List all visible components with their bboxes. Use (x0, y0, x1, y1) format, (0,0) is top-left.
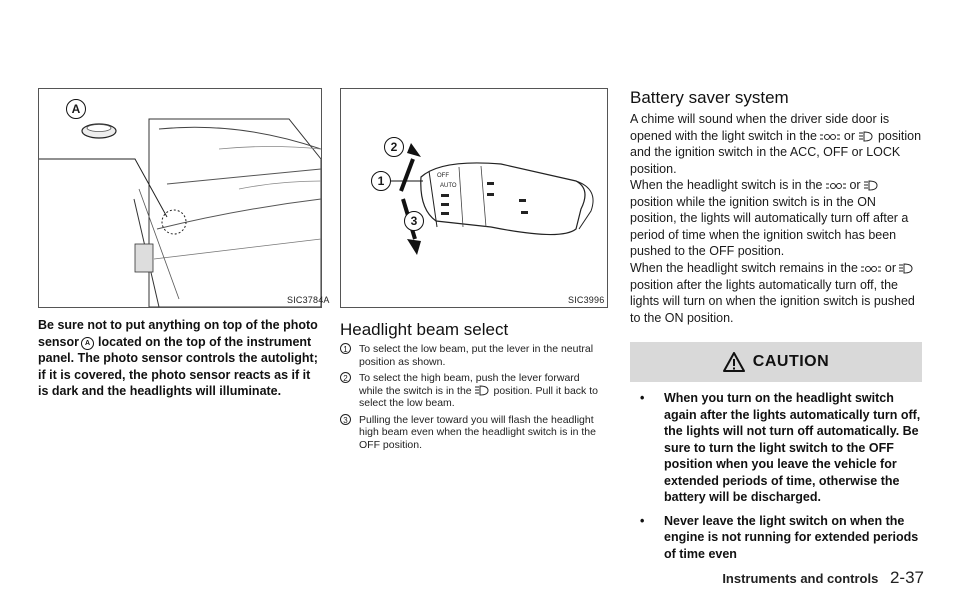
beam-select-steps (340, 343, 606, 455)
step-item (340, 372, 606, 410)
figure-caption: SIC3996 (568, 295, 605, 305)
step-number: 1 (340, 343, 351, 354)
marker-3: 3 (404, 211, 424, 231)
marker-2: 2 (384, 137, 404, 157)
step-number: 3 (340, 414, 351, 425)
off-label: OFF (437, 173, 449, 179)
parking-light-icon (820, 132, 840, 142)
step-number: 2 (340, 372, 351, 383)
parking-light-icon (861, 264, 881, 274)
battery-saver-para-2: When the headlight switch is in the or position while the ignition switch is in the ON position, the lights will automatically turn off after a period of time when the ignition switch has been pushed to the OFF position. (630, 178, 909, 258)
parking-light-icon (826, 181, 846, 191)
lever-figure (340, 88, 608, 308)
lever-illustration (341, 89, 607, 307)
page-footer (722, 568, 924, 588)
marker-1: 1 (371, 171, 391, 191)
headlight-icon (899, 263, 915, 274)
headlight-icon (475, 385, 491, 396)
beam-select-heading: Headlight beam select (340, 320, 509, 339)
marker-a-inline: A (81, 337, 94, 350)
step-text: Pulling the lever toward you will flash the headlight high beam even when the headlight switch is in the OFF position. (359, 413, 596, 451)
battery-saver-heading: Battery saver system (630, 88, 789, 107)
step-text: To select the high beam, push the lever forward while the switch is in the position. Pull it back to select the low beam. (359, 372, 598, 409)
battery-saver-para-1: A chime will sound when the driver side door is opened with the light switch in the or position and the ignition switch in the ACC, OFF or LOCK position. (630, 112, 922, 176)
warning-triangle-icon (723, 352, 745, 372)
caution-list (640, 390, 922, 569)
caution-title: CAUTION (752, 353, 830, 370)
auto-label: AUTO (440, 183, 457, 189)
headlight-icon (859, 131, 875, 142)
bullet: • (640, 513, 645, 528)
page-number: 2-37 (889, 568, 924, 587)
headlight-icon (864, 180, 880, 191)
figure-caption: SIC3784A (287, 295, 330, 305)
caution-text: Never leave the light switch on when the engine is not running for extended periods of time even (664, 513, 919, 561)
step-text: To select the low beam, put the lever in the neutral position as shown. (359, 343, 594, 368)
caution-text: When you turn on the headlight switch again after the lights automatically turn off, the lights will not turn off automatically. Be sure to turn the light switch to the OFF position when you leave the vehicle for extended periods of time, otherwise the battery will be discharged. (664, 391, 921, 504)
battery-saver-para-3: When the headlight switch remains in the or position after the lights automatically turn off, the lights will turn on when the ignition switch is pushed to the ON position. (630, 261, 915, 325)
marker-a: A (66, 99, 86, 119)
step-item (340, 343, 606, 368)
caution-banner (630, 342, 922, 382)
caution-item (640, 513, 922, 563)
photo-sensor-warning: Be sure not to put anything on top of the photo sensor A located on the top of the instrument panel. The photo sensor controls the autolight; if it is covered, the photo sensor reacts as if it is dark and the headlights will illuminate. (38, 318, 318, 398)
caution-item (640, 390, 922, 506)
photo-sensor-illustration (39, 89, 321, 307)
footer-section-title: Instruments and controls (722, 571, 879, 586)
step-item (340, 414, 606, 452)
bullet: • (640, 391, 645, 405)
photo-sensor-figure (38, 88, 322, 308)
